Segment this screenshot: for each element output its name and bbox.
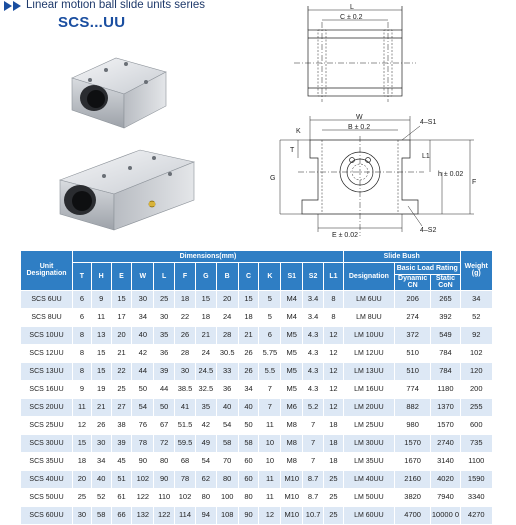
cell-dynamic: 1570 (394, 434, 430, 452)
cell-dim-l1: 18 (324, 416, 344, 434)
cell-dim-f: 41 (175, 398, 196, 416)
cell-unit: SCS 35UU (21, 452, 73, 470)
cell-dim-h: 15 (91, 344, 111, 362)
cell-dim-s1: M6 (281, 398, 303, 416)
cell-dim-s2: 8.7 (303, 488, 324, 506)
cell-dim-w: 90 (132, 452, 154, 470)
cell-dynamic: 1670 (394, 452, 430, 470)
cell-dim-l1: 8 (324, 290, 344, 308)
cell-dim-l1: 12 (324, 398, 344, 416)
cell-dim-w: 50 (132, 380, 154, 398)
cell-dim-l: 44 (154, 380, 175, 398)
table-row (21, 380, 493, 398)
cell-dim-c: 60 (238, 452, 259, 470)
cell-static: 2740 (431, 434, 460, 452)
cell-dim-s2: 4.3 (303, 344, 324, 362)
cell-unit: SCS 40UU (21, 470, 73, 488)
dim-S2-label: 4–S2 (420, 227, 437, 234)
cell-static: 549 (431, 326, 460, 344)
cell-designation: LM 40UU (343, 470, 394, 488)
cell-dim-h: 40 (91, 470, 111, 488)
cell-weight: 4270 (460, 506, 492, 524)
cell-designation: LM 10UU (343, 326, 394, 344)
cell-dim-e: 25 (111, 380, 132, 398)
cell-static: 784 (431, 344, 460, 362)
cell-designation: LM 6UU (343, 290, 394, 308)
dim-L1-label: L1 (422, 153, 430, 160)
cell-dim-t: 30 (73, 506, 92, 524)
cell-dim-h: 52 (91, 488, 111, 506)
cell-dim-c: 18 (238, 308, 259, 326)
cell-dim-k: 5 (259, 290, 281, 308)
cell-dim-k: 7 (259, 380, 281, 398)
cell-static: 1570 (431, 416, 460, 434)
cell-weight: 600 (460, 416, 492, 434)
cell-dim-b: 100 (216, 488, 238, 506)
table-row (21, 344, 493, 362)
cell-dynamic: 3820 (394, 488, 430, 506)
col-S1: S1 (281, 263, 303, 291)
cell-dim-k: 11 (259, 416, 281, 434)
cell-dim-t: 8 (73, 344, 92, 362)
cell-dim-k: 6 (259, 326, 281, 344)
cell-dim-k: 10 (259, 452, 281, 470)
cell-dim-b: 58 (216, 434, 238, 452)
cell-dim-s2: 7 (303, 434, 324, 452)
cell-dim-s2: 7 (303, 452, 324, 470)
cell-dim-g: 54 (195, 452, 216, 470)
cell-dim-k: 11 (259, 470, 281, 488)
col-slide-bush: Slide Bush (343, 251, 460, 263)
cell-dim-b: 24 (216, 308, 238, 326)
cell-dim-c: 40 (238, 398, 259, 416)
dim-B-label: B ± 0.2 (348, 124, 371, 131)
cell-dim-e: 27 (111, 398, 132, 416)
cell-dim-l: 72 (154, 434, 175, 452)
cell-dim-e: 39 (111, 434, 132, 452)
cell-weight: 200 (460, 380, 492, 398)
cell-dim-k: 12 (259, 506, 281, 524)
cell-dim-c: 50 (238, 416, 259, 434)
cell-dim-b: 36 (216, 380, 238, 398)
cell-dim-s2: 4.3 (303, 362, 324, 380)
cell-dim-w: 30 (132, 290, 154, 308)
cell-dim-s2: 3.4 (303, 308, 324, 326)
table-row (21, 326, 493, 344)
cell-static: 392 (431, 308, 460, 326)
page-title: SCS...UU (58, 14, 126, 31)
cell-weight: 52 (460, 308, 492, 326)
cell-dim-l: 36 (154, 344, 175, 362)
table-row (21, 362, 493, 380)
cell-dim-w: 122 (132, 488, 154, 506)
table-row (21, 434, 493, 452)
cell-dim-w: 78 (132, 434, 154, 452)
cell-dim-l1: 12 (324, 380, 344, 398)
cell-unit: SCS 10UU (21, 326, 73, 344)
cell-dim-c: 26 (238, 344, 259, 362)
dim-L-label: L (350, 4, 354, 11)
cell-dim-g: 24 (195, 344, 216, 362)
cell-designation: LM 50UU (343, 488, 394, 506)
cell-dim-h: 58 (91, 506, 111, 524)
cell-dim-b: 80 (216, 470, 238, 488)
cell-dim-f: 38.5 (175, 380, 196, 398)
dim-K-label: K (296, 128, 301, 135)
cell-static: 1180 (431, 380, 460, 398)
cell-dim-e: 15 (111, 290, 132, 308)
cell-dim-c: 34 (238, 380, 259, 398)
cell-weight: 34 (460, 290, 492, 308)
cell-dynamic: 4700 (394, 506, 430, 524)
col-F: F (175, 263, 196, 291)
col-basic-load-rating: Basic Load Rating (394, 263, 460, 275)
cell-dim-k: 10 (259, 434, 281, 452)
table-row (21, 398, 493, 416)
cell-dim-l1: 12 (324, 344, 344, 362)
dim-F-label: F (472, 179, 477, 186)
col-T: T (73, 263, 92, 291)
cell-dim-k: 11 (259, 488, 281, 506)
cell-dim-s2: 5.2 (303, 398, 324, 416)
cell-dim-g: 49 (195, 434, 216, 452)
cell-unit: SCS 25UU (21, 416, 73, 434)
col-unit-designation: Unit Designation (21, 251, 73, 291)
cell-designation: LM 12UU (343, 344, 394, 362)
cell-dim-s2: 4.3 (303, 326, 324, 344)
cell-unit: SCS 6UU (21, 290, 73, 308)
cell-dim-f: 59.5 (175, 434, 196, 452)
cell-static: 1370 (431, 398, 460, 416)
cell-dim-c: 90 (238, 506, 259, 524)
cell-dim-b: 40 (216, 398, 238, 416)
cell-dynamic: 372 (394, 326, 430, 344)
cell-dim-f: 30 (175, 362, 196, 380)
cell-dim-s1: M5 (281, 362, 303, 380)
cell-dim-g: 80 (195, 488, 216, 506)
cell-designation: LM 8UU (343, 308, 394, 326)
cell-dim-l: 35 (154, 326, 175, 344)
spec-table (20, 250, 493, 525)
dim-T-label: T (290, 147, 295, 154)
double-arrow-icon (4, 1, 22, 11)
cell-dim-b: 54 (216, 416, 238, 434)
cell-dim-s1: M8 (281, 434, 303, 452)
cell-dim-t: 6 (73, 308, 92, 326)
cell-dim-g: 21 (195, 326, 216, 344)
cell-dim-f: 114 (175, 506, 196, 524)
cell-dynamic: 206 (394, 290, 430, 308)
cell-dim-e: 20 (111, 326, 132, 344)
cell-dim-s2: 3.4 (303, 290, 324, 308)
cell-dim-l1: 12 (324, 326, 344, 344)
cell-dim-h: 15 (91, 362, 111, 380)
cell-dim-c: 15 (238, 290, 259, 308)
cell-weight: 92 (460, 326, 492, 344)
cell-dim-e: 22 (111, 362, 132, 380)
cell-dim-w: 44 (132, 362, 154, 380)
cell-dim-t: 20 (73, 470, 92, 488)
cell-dim-t: 9 (73, 380, 92, 398)
cell-dim-h: 34 (91, 452, 111, 470)
col-B: B (216, 263, 238, 291)
cell-dim-s1: M5 (281, 380, 303, 398)
cell-dim-s1: M10 (281, 470, 303, 488)
cell-dim-e: 66 (111, 506, 132, 524)
cell-dim-k: 5.5 (259, 362, 281, 380)
table-row (21, 290, 493, 308)
cell-dim-h: 30 (91, 434, 111, 452)
cell-unit: SCS 16UU (21, 380, 73, 398)
cell-dim-s2: 10.7 (303, 506, 324, 524)
dim-C-label: C ± 0.2 (340, 14, 363, 21)
cell-dim-b: 33 (216, 362, 238, 380)
cell-static: 3140 (431, 452, 460, 470)
cell-unit: SCS 13UU (21, 362, 73, 380)
cell-unit: SCS 8UU (21, 308, 73, 326)
cell-dim-f: 28 (175, 344, 196, 362)
cell-dim-t: 12 (73, 416, 92, 434)
cell-dim-b: 20 (216, 290, 238, 308)
table-row (21, 488, 493, 506)
cell-weight: 102 (460, 344, 492, 362)
col-designation: Designation (343, 263, 394, 291)
col-L1: L1 (324, 263, 344, 291)
cell-dim-l1: 12 (324, 362, 344, 380)
cell-weight: 255 (460, 398, 492, 416)
col-W: W (132, 263, 154, 291)
cell-dim-l1: 18 (324, 452, 344, 470)
cell-dynamic: 510 (394, 344, 430, 362)
cell-dynamic: 882 (394, 398, 430, 416)
col-dynamic: Dynamic CN (394, 275, 430, 291)
table-row (21, 416, 493, 434)
cell-dim-h: 26 (91, 416, 111, 434)
cell-dim-s1: M8 (281, 416, 303, 434)
cell-dim-f: 78 (175, 470, 196, 488)
cell-dim-h: 21 (91, 398, 111, 416)
cell-dim-l: 50 (154, 398, 175, 416)
cell-dim-h: 11 (91, 308, 111, 326)
cell-dim-l: 122 (154, 506, 175, 524)
col-L: L (154, 263, 175, 291)
col-E: E (111, 263, 132, 291)
cell-dynamic: 274 (394, 308, 430, 326)
cell-dim-g: 35 (195, 398, 216, 416)
cell-designation: LM 25UU (343, 416, 394, 434)
cell-dim-t: 11 (73, 398, 92, 416)
cell-static: 784 (431, 362, 460, 380)
cell-dim-f: 102 (175, 488, 196, 506)
cell-dim-f: 26 (175, 326, 196, 344)
cell-dim-s1: M4 (281, 308, 303, 326)
cell-dim-w: 40 (132, 326, 154, 344)
cell-dim-e: 51 (111, 470, 132, 488)
cell-dim-g: 15 (195, 290, 216, 308)
col-weight: Weight (g) (460, 251, 492, 291)
cell-dynamic: 980 (394, 416, 430, 434)
dim-h-label: h ± 0.02 (438, 171, 464, 178)
col-K: K (259, 263, 281, 291)
cell-dim-c: 80 (238, 488, 259, 506)
cell-static: 4020 (431, 470, 460, 488)
cell-dim-l: 39 (154, 362, 175, 380)
front-view-drawing (262, 110, 502, 242)
cell-designation: LM 35UU (343, 452, 394, 470)
cell-dim-f: 51.5 (175, 416, 196, 434)
cell-dim-t: 6 (73, 290, 92, 308)
cell-dim-s1: M8 (281, 452, 303, 470)
cell-dim-c: 21 (238, 326, 259, 344)
cell-unit: SCS 20UU (21, 398, 73, 416)
cell-dim-l1: 8 (324, 308, 344, 326)
dim-G-label: G (270, 175, 276, 182)
table-row (21, 470, 493, 488)
cell-dim-b: 108 (216, 506, 238, 524)
col-static: Static CoN (431, 275, 460, 291)
cell-designation: LM 20UU (343, 398, 394, 416)
cell-dim-h: 13 (91, 326, 111, 344)
dim-E-label: E ± 0.02 (332, 232, 359, 239)
cell-dim-t: 15 (73, 434, 92, 452)
cell-dim-b: 30.5 (216, 344, 238, 362)
cell-dim-w: 42 (132, 344, 154, 362)
cell-dim-l: 90 (154, 470, 175, 488)
cell-dynamic: 510 (394, 362, 430, 380)
cell-designation: LM 60UU (343, 506, 394, 524)
cell-static: 7940 (431, 488, 460, 506)
cell-dim-f: 18 (175, 290, 196, 308)
table-row (21, 506, 493, 524)
table-row (21, 308, 493, 326)
cell-dim-s1: M5 (281, 326, 303, 344)
page-subtitle: Linear motion ball slide units series (26, 0, 205, 11)
cell-unit: SCS 12UU (21, 344, 73, 362)
cell-dim-s1: M10 (281, 506, 303, 524)
cell-dim-f: 22 (175, 308, 196, 326)
cell-dim-w: 132 (132, 506, 154, 524)
cell-unit: SCS 30UU (21, 434, 73, 452)
cell-dim-e: 17 (111, 308, 132, 326)
dim-S1-label: 4–S1 (420, 119, 437, 126)
cell-dim-w: 102 (132, 470, 154, 488)
col-dimensions: Dimensions(mm) (73, 251, 344, 263)
cell-dim-g: 32.5 (195, 380, 216, 398)
cell-dim-l: 67 (154, 416, 175, 434)
cell-dim-w: 54 (132, 398, 154, 416)
cell-dim-f: 68 (175, 452, 196, 470)
dim-W-label: W (356, 114, 363, 121)
cell-dim-l1: 25 (324, 470, 344, 488)
cell-dim-t: 25 (73, 488, 92, 506)
cell-dim-s1: M10 (281, 488, 303, 506)
top-view-drawing (290, 2, 420, 107)
cell-dim-s2: 7 (303, 416, 324, 434)
cell-dim-e: 61 (111, 488, 132, 506)
cell-dim-g: 18 (195, 308, 216, 326)
cell-weight: 3340 (460, 488, 492, 506)
cell-dim-c: 26 (238, 362, 259, 380)
cell-weight: 120 (460, 362, 492, 380)
cell-dim-b: 70 (216, 452, 238, 470)
cell-dim-e: 38 (111, 416, 132, 434)
cell-dim-e: 45 (111, 452, 132, 470)
product-photo-long-block (50, 142, 200, 234)
cell-dim-w: 76 (132, 416, 154, 434)
cell-dynamic: 774 (394, 380, 430, 398)
cell-dim-k: 5 (259, 308, 281, 326)
cell-dim-h: 19 (91, 380, 111, 398)
cell-dim-k: 7 (259, 398, 281, 416)
col-S2: S2 (303, 263, 324, 291)
cell-designation: LM 30UU (343, 434, 394, 452)
cell-dim-c: 58 (238, 434, 259, 452)
cell-unit: SCS 60UU (21, 506, 73, 524)
cell-weight: 1590 (460, 470, 492, 488)
cell-dim-s1: M4 (281, 290, 303, 308)
cell-dim-l: 110 (154, 488, 175, 506)
col-C: C (238, 263, 259, 291)
cell-dim-t: 8 (73, 362, 92, 380)
cell-designation: LM 13UU (343, 362, 394, 380)
cell-dim-l: 30 (154, 308, 175, 326)
cell-dim-g: 42 (195, 416, 216, 434)
cell-dim-s1: M5 (281, 344, 303, 362)
cell-dim-l1: 18 (324, 434, 344, 452)
cell-dim-l: 80 (154, 452, 175, 470)
cell-dim-w: 34 (132, 308, 154, 326)
col-H: H (91, 263, 111, 291)
cell-dim-c: 60 (238, 470, 259, 488)
cell-designation: LM 16UU (343, 380, 394, 398)
cell-dim-l1: 25 (324, 506, 344, 524)
cell-dim-t: 8 (73, 326, 92, 344)
cell-dim-t: 18 (73, 452, 92, 470)
cell-dim-s2: 8.7 (303, 470, 324, 488)
cell-dim-l: 25 (154, 290, 175, 308)
cell-dim-e: 21 (111, 344, 132, 362)
cell-dim-h: 9 (91, 290, 111, 308)
product-photo-short-block (66, 50, 176, 132)
cell-dim-g: 24.5 (195, 362, 216, 380)
cell-dim-g: 62 (195, 470, 216, 488)
cell-static: 10000 0 (431, 506, 460, 524)
cell-static: 265 (431, 290, 460, 308)
cell-dim-g: 94 (195, 506, 216, 524)
cell-dim-b: 28 (216, 326, 238, 344)
cell-dim-s2: 4.3 (303, 380, 324, 398)
cell-dynamic: 2160 (394, 470, 430, 488)
cell-weight: 1100 (460, 452, 492, 470)
col-G: G (195, 263, 216, 291)
cell-dim-l1: 25 (324, 488, 344, 506)
cell-unit: SCS 50UU (21, 488, 73, 506)
cell-weight: 735 (460, 434, 492, 452)
table-row (21, 452, 493, 470)
cell-dim-k: 5.75 (259, 344, 281, 362)
